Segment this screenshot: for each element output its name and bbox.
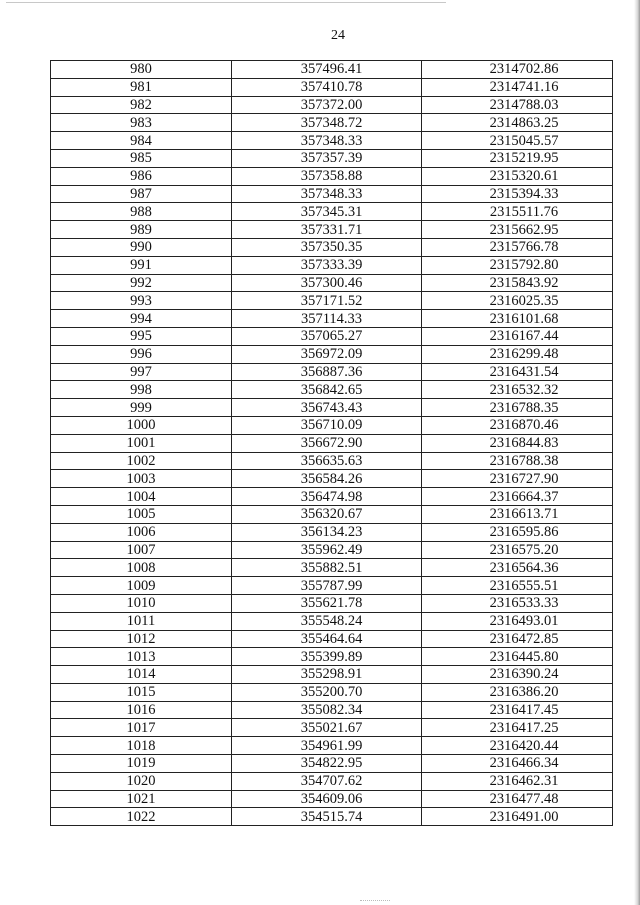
point-number-cell: 981: [51, 78, 232, 96]
table-row: [51, 772, 613, 790]
table-row: [51, 666, 613, 684]
point-number-cell: 998: [51, 381, 232, 399]
x-coordinate-cell: 355200.70: [232, 683, 422, 701]
x-coordinate-cell: 356842.65: [232, 381, 422, 399]
table-row: [51, 274, 613, 292]
point-number-cell: 995: [51, 327, 232, 345]
table-row: [51, 648, 613, 666]
point-number-cell: 990: [51, 238, 232, 256]
x-coordinate-cell: 354515.74: [232, 808, 422, 826]
y-coordinate-cell: 2316575.20: [422, 541, 613, 559]
table-row: [51, 505, 613, 523]
table-row: [51, 523, 613, 541]
point-number-cell: 989: [51, 221, 232, 239]
point-number-cell: 1021: [51, 790, 232, 808]
y-coordinate-cell: 2316595.86: [422, 523, 613, 541]
x-coordinate-cell: 357410.78: [232, 78, 422, 96]
y-coordinate-cell: 2316477.48: [422, 790, 613, 808]
x-coordinate-cell: 356635.63: [232, 452, 422, 470]
scan-edge-shadow: [634, 0, 640, 905]
table-row: [51, 630, 613, 648]
x-coordinate-cell: 357333.39: [232, 256, 422, 274]
point-number-cell: 1018: [51, 737, 232, 755]
point-number-cell: 999: [51, 399, 232, 417]
y-coordinate-cell: 2316664.37: [422, 488, 613, 506]
table-row: [51, 149, 613, 167]
y-coordinate-cell: 2315511.76: [422, 203, 613, 221]
y-coordinate-cell: 2316386.20: [422, 683, 613, 701]
y-coordinate-cell: 2315219.95: [422, 149, 613, 167]
coordinates-table-body: [51, 61, 613, 826]
y-coordinate-cell: 2316390.24: [422, 666, 613, 684]
table-row: [51, 594, 613, 612]
y-coordinate-cell: 2316466.34: [422, 755, 613, 773]
table-row: [51, 612, 613, 630]
table-row: [51, 78, 613, 96]
y-coordinate-cell: 2316472.85: [422, 630, 613, 648]
point-number-cell: 992: [51, 274, 232, 292]
page-number: 24: [331, 28, 345, 43]
x-coordinate-cell: 355548.24: [232, 612, 422, 630]
y-coordinate-cell: 2316491.00: [422, 808, 613, 826]
x-coordinate-cell: 355298.91: [232, 666, 422, 684]
x-coordinate-cell: 356743.43: [232, 399, 422, 417]
table-row: [51, 363, 613, 381]
point-number-cell: 994: [51, 310, 232, 328]
x-coordinate-cell: 354707.62: [232, 772, 422, 790]
table-row: [51, 185, 613, 203]
point-number-cell: 1015: [51, 683, 232, 701]
point-number-cell: 1009: [51, 577, 232, 595]
x-coordinate-cell: 355787.99: [232, 577, 422, 595]
table-row: [51, 541, 613, 559]
point-number-cell: 988: [51, 203, 232, 221]
table-row: [51, 719, 613, 737]
y-coordinate-cell: 2316555.51: [422, 577, 613, 595]
point-number-cell: 980: [51, 61, 232, 79]
table-row: [51, 755, 613, 773]
y-coordinate-cell: 2315320.61: [422, 167, 613, 185]
y-coordinate-cell: 2315843.92: [422, 274, 613, 292]
point-number-cell: 984: [51, 132, 232, 150]
x-coordinate-cell: 357348.33: [232, 185, 422, 203]
top-rule: [6, 2, 446, 3]
x-coordinate-cell: 356972.09: [232, 345, 422, 363]
y-coordinate-cell: 2314702.86: [422, 61, 613, 79]
table-row: [51, 577, 613, 595]
table-row: [51, 737, 613, 755]
point-number-cell: 985: [51, 149, 232, 167]
table-row: [51, 381, 613, 399]
point-number-cell: 1001: [51, 434, 232, 452]
x-coordinate-cell: 357345.31: [232, 203, 422, 221]
table-row: [51, 559, 613, 577]
x-coordinate-cell: 355962.49: [232, 541, 422, 559]
x-coordinate-cell: 354961.99: [232, 737, 422, 755]
y-coordinate-cell: 2314788.03: [422, 96, 613, 114]
x-coordinate-cell: 356887.36: [232, 363, 422, 381]
point-number-cell: 1003: [51, 470, 232, 488]
point-number-cell: 983: [51, 114, 232, 132]
y-coordinate-cell: 2315394.33: [422, 185, 613, 203]
x-coordinate-cell: 356474.98: [232, 488, 422, 506]
table-row: [51, 256, 613, 274]
x-coordinate-cell: 354822.95: [232, 755, 422, 773]
x-coordinate-cell: 355021.67: [232, 719, 422, 737]
point-number-cell: 1002: [51, 452, 232, 470]
table-row: [51, 416, 613, 434]
point-number-cell: 991: [51, 256, 232, 274]
x-coordinate-cell: 356672.90: [232, 434, 422, 452]
point-number-cell: 1020: [51, 772, 232, 790]
y-coordinate-cell: 2316417.45: [422, 701, 613, 719]
point-number-cell: 1004: [51, 488, 232, 506]
x-coordinate-cell: 357348.33: [232, 132, 422, 150]
y-coordinate-cell: 2316420.44: [422, 737, 613, 755]
point-number-cell: 996: [51, 345, 232, 363]
x-coordinate-cell: 356320.67: [232, 505, 422, 523]
x-coordinate-cell: 357357.39: [232, 149, 422, 167]
point-number-cell: 1005: [51, 505, 232, 523]
x-coordinate-cell: 356710.09: [232, 416, 422, 434]
y-coordinate-cell: 2316462.31: [422, 772, 613, 790]
table-row: [51, 132, 613, 150]
y-coordinate-cell: 2316025.35: [422, 292, 613, 310]
point-number-cell: 1006: [51, 523, 232, 541]
point-number-cell: 1013: [51, 648, 232, 666]
table-row: [51, 683, 613, 701]
table-row: [51, 327, 613, 345]
table-row: [51, 61, 613, 79]
x-coordinate-cell: 355464.64: [232, 630, 422, 648]
point-number-cell: 987: [51, 185, 232, 203]
table-row: [51, 701, 613, 719]
y-coordinate-cell: 2316167.44: [422, 327, 613, 345]
y-coordinate-cell: 2315662.95: [422, 221, 613, 239]
table-row: [51, 470, 613, 488]
y-coordinate-cell: 2316532.32: [422, 381, 613, 399]
point-number-cell: 1007: [51, 541, 232, 559]
x-coordinate-cell: 355082.34: [232, 701, 422, 719]
x-coordinate-cell: 357331.71: [232, 221, 422, 239]
y-coordinate-cell: 2316101.68: [422, 310, 613, 328]
point-number-cell: 1014: [51, 666, 232, 684]
y-coordinate-cell: 2316727.90: [422, 470, 613, 488]
x-coordinate-cell: 357114.33: [232, 310, 422, 328]
y-coordinate-cell: 2316417.25: [422, 719, 613, 737]
x-coordinate-cell: 356584.26: [232, 470, 422, 488]
y-coordinate-cell: 2315792.80: [422, 256, 613, 274]
point-number-cell: 1022: [51, 808, 232, 826]
y-coordinate-cell: 2316870.46: [422, 416, 613, 434]
table-row: [51, 238, 613, 256]
x-coordinate-cell: 355399.89: [232, 648, 422, 666]
y-coordinate-cell: 2316844.83: [422, 434, 613, 452]
x-coordinate-cell: 354609.06: [232, 790, 422, 808]
x-coordinate-cell: 357171.52: [232, 292, 422, 310]
table-row: [51, 399, 613, 417]
y-coordinate-cell: 2314741.16: [422, 78, 613, 96]
table-row: [51, 790, 613, 808]
point-number-cell: 1017: [51, 719, 232, 737]
x-coordinate-cell: 355882.51: [232, 559, 422, 577]
point-number-cell: 997: [51, 363, 232, 381]
y-coordinate-cell: 2316788.35: [422, 399, 613, 417]
table-row: [51, 292, 613, 310]
table-row: [51, 310, 613, 328]
table-row: [51, 452, 613, 470]
y-coordinate-cell: 2315045.57: [422, 132, 613, 150]
table-row: [51, 114, 613, 132]
y-coordinate-cell: 2316445.80: [422, 648, 613, 666]
x-coordinate-cell: 357350.35: [232, 238, 422, 256]
table-row: [51, 221, 613, 239]
coordinates-table: [50, 60, 613, 826]
x-coordinate-cell: 357300.46: [232, 274, 422, 292]
table-row: [51, 345, 613, 363]
table-row: [51, 434, 613, 452]
x-coordinate-cell: 357348.72: [232, 114, 422, 132]
table-row: [51, 167, 613, 185]
y-coordinate-cell: 2316788.38: [422, 452, 613, 470]
point-number-cell: 1016: [51, 701, 232, 719]
point-number-cell: 1010: [51, 594, 232, 612]
point-number-cell: 982: [51, 96, 232, 114]
x-coordinate-cell: 357496.41: [232, 61, 422, 79]
point-number-cell: 1008: [51, 559, 232, 577]
table-row: [51, 808, 613, 826]
point-number-cell: 1019: [51, 755, 232, 773]
y-coordinate-cell: 2316564.36: [422, 559, 613, 577]
scan-speck: [360, 899, 390, 901]
point-number-cell: 993: [51, 292, 232, 310]
x-coordinate-cell: 357358.88: [232, 167, 422, 185]
x-coordinate-cell: 357372.00: [232, 96, 422, 114]
y-coordinate-cell: 2316431.54: [422, 363, 613, 381]
table-row: [51, 203, 613, 221]
point-number-cell: 986: [51, 167, 232, 185]
x-coordinate-cell: 357065.27: [232, 327, 422, 345]
y-coordinate-cell: 2314863.25: [422, 114, 613, 132]
x-coordinate-cell: 356134.23: [232, 523, 422, 541]
table-row: [51, 96, 613, 114]
x-coordinate-cell: 355621.78: [232, 594, 422, 612]
y-coordinate-cell: 2316533.33: [422, 594, 613, 612]
y-coordinate-cell: 2316493.01: [422, 612, 613, 630]
y-coordinate-cell: 2316299.48: [422, 345, 613, 363]
point-number-cell: 1011: [51, 612, 232, 630]
point-number-cell: 1000: [51, 416, 232, 434]
y-coordinate-cell: 2315766.78: [422, 238, 613, 256]
y-coordinate-cell: 2316613.71: [422, 505, 613, 523]
point-number-cell: 1012: [51, 630, 232, 648]
table-row: [51, 488, 613, 506]
